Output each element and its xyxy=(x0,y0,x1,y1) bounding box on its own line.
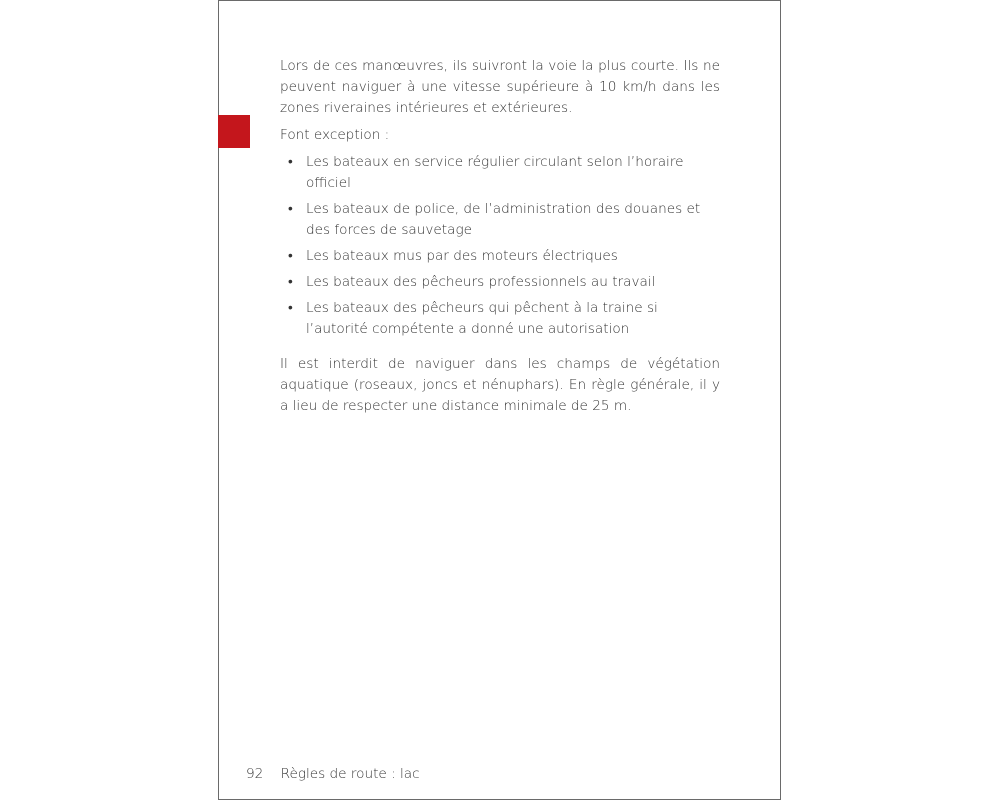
list-item xyxy=(280,298,720,340)
document-page xyxy=(218,0,781,800)
closing-paragraph: Il est interdit de naviguer dans les champs de végétation aquatique (roseaux, joncs et nénuphars). En règle générale, il y a lieu de respecter une distance minimale de 25 m. xyxy=(280,356,720,414)
bullet-icon: • xyxy=(288,300,293,316)
list-item-text: Les bateaux de police, de l’administration des douanes et des forces de sauvetage xyxy=(306,201,701,238)
page-footer xyxy=(246,764,420,784)
bullet-icon: • xyxy=(288,248,293,264)
list-item xyxy=(280,272,720,293)
page-number: 92 xyxy=(246,766,264,782)
list-item-text: Les bateaux mus par des moteurs électriques xyxy=(306,248,618,264)
exceptions-heading: Font exception : xyxy=(280,127,390,143)
list-item xyxy=(280,152,720,194)
exceptions-list xyxy=(280,152,720,340)
bullet-icon: • xyxy=(288,154,293,170)
bullet-icon: • xyxy=(288,201,293,217)
list-item-text: Les bateaux des pêcheurs professionnels au travail xyxy=(306,274,656,290)
list-item xyxy=(280,199,720,241)
list-item xyxy=(280,246,720,267)
bullet-icon: • xyxy=(288,274,293,290)
list-item-text: Les bateaux en service régulier circulant selon l’horaire officiel xyxy=(306,154,684,191)
chapter-marker xyxy=(218,115,250,148)
page-content xyxy=(280,56,720,417)
intro-paragraph: Lors de ces manœuvres, ils suivront la voie la plus courte. Ils ne peuvent naviguer à une vitesse supérieure à 10 km/h dans les zones riveraines intérieures et extérieures. xyxy=(280,58,720,116)
list-item-text: Les bateaux des pêcheurs qui pêchent à la traine si l’autorité compétente a donné une autorisation xyxy=(306,300,658,337)
section-title: Règles de route : lac xyxy=(280,766,420,782)
